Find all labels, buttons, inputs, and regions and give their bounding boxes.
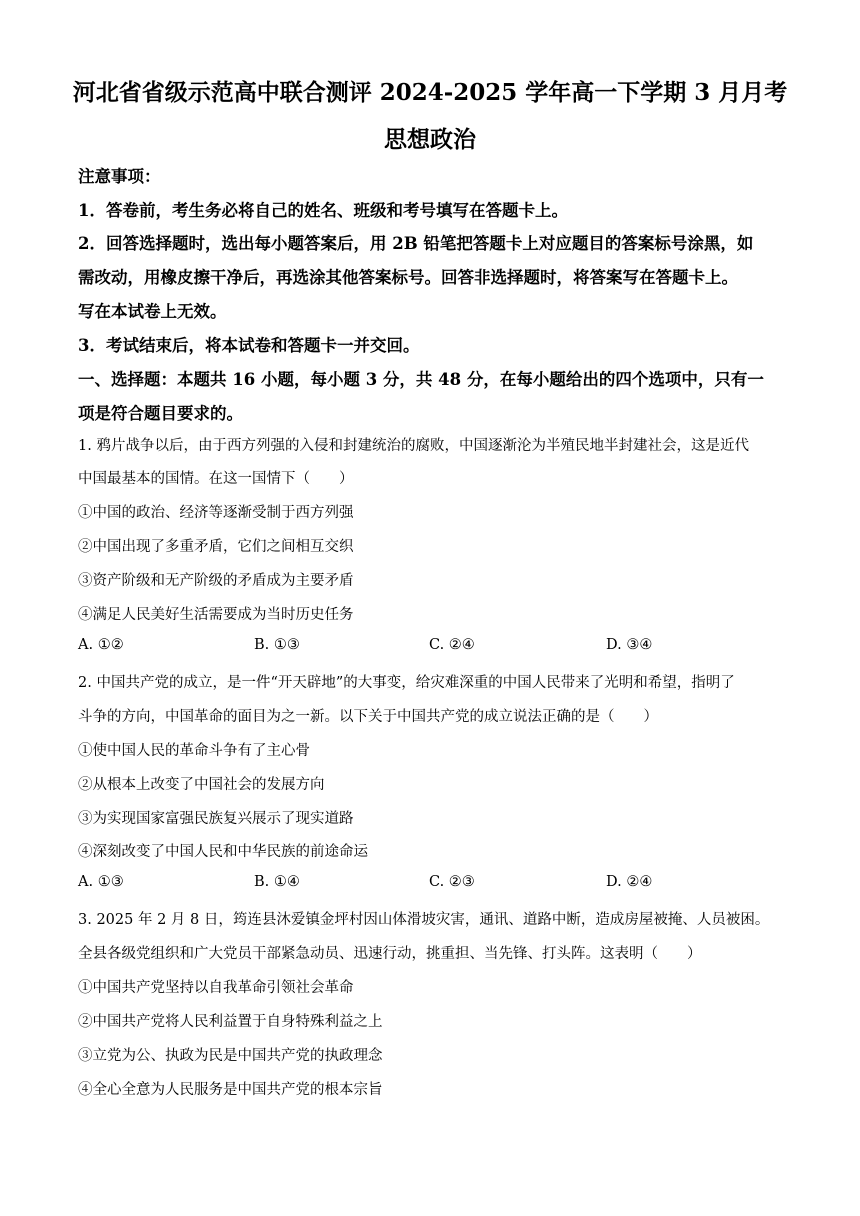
notice-item-2-line-3: 写在本试卷上无效。	[78, 302, 227, 321]
notice-item-1: 1．答卷前，考生务必将自己的姓名、班级和考号填写在答题卡上。	[78, 201, 568, 220]
question-1-stem-line-2: 中国最基本的国情。在这一国情下（ ）	[78, 471, 354, 487]
question-1-item-4: ④满足人民美好生活需要成为当时历史任务	[78, 607, 354, 623]
question-3-item-3: ③立党为公、执政为民是中国共产党的执政理念	[78, 1048, 383, 1064]
question-3-item-2: ②中国共产党将人民利益置于自身特殊利益之上	[78, 1014, 383, 1030]
question-2-item-2: ②从根本上改变了中国社会的发展方向	[78, 777, 325, 793]
question-1-item-1: ①中国的政治、经济等逐渐受制于西方列强	[78, 505, 354, 521]
question-3-stem-line-2: 全县各级党组织和广大党员干部紧急动员、迅速行动，挑重担、当先锋、打头阵。这表明（ ）	[78, 946, 702, 962]
question-1-option-b: B. ①③	[254, 637, 300, 653]
question-1-item-3: ③资产阶级和无产阶级的矛盾成为主要矛盾	[78, 573, 354, 589]
question-2-item-4: ④深刻改变了中国人民和中华民族的前途命运	[78, 844, 368, 860]
question-2-stem-line-1: 2. 中国共产党的成立，是一件“开天辟地”的大事变，给灾难深重的中国人民带来了光明和希望，指明了	[78, 675, 735, 691]
notice-item-3: 3．考试结束后，将本试卷和答题卡一并交回。	[78, 336, 420, 355]
question-2-option-a: A. ①③	[78, 874, 124, 890]
question-3-stem-line-1: 3. 2025 年 2 月 8 日，筠连县沐爱镇金坪村因山体滑坡灾害，通讯、道路中断，造成房屋被掩、人员被困。	[78, 912, 770, 928]
question-1-option-a: A. ①②	[78, 637, 124, 653]
section-heading-line-1: 一、选择题：本题共 16 小题，每小题 3 分，共 48 分，在每小题给出的四个选项中，只有一	[78, 370, 764, 389]
question-1-stem-line-1: 1. 鸦片战争以后，由于西方列强的入侵和封建统治的腐败，中国逐渐沦为半殖民地半封建社会，这是近代	[78, 438, 749, 454]
question-2-stem-line-2: 斗争的方向，中国革命的面目为之一新。以下关于中国共产党的成立说法正确的是（ ）	[78, 709, 658, 725]
question-1-option-d: D. ③④	[606, 637, 653, 653]
question-3-item-4: ④全心全意为人民服务是中国共产党的根本宗旨	[78, 1082, 383, 1098]
question-2-option-d: D. ②④	[606, 874, 653, 890]
question-2-item-3: ③为实现国家富强民族复兴展示了现实道路	[78, 811, 354, 827]
question-2-item-1: ①使中国人民的革命斗争有了主心骨	[78, 743, 310, 759]
notice-heading: 注意事项：	[78, 167, 161, 186]
section-heading-line-2: 项是符合题目要求的。	[78, 404, 243, 423]
question-1-item-2: ②中国出现了多重矛盾，它们之间相互交织	[78, 539, 354, 555]
notice-item-2-line-2: 需改动，用橡皮擦干净后，再选涂其他答案标号。回答非选择题时，将答案写在答题卡上。	[78, 268, 738, 287]
question-2-option-c: C. ②③	[429, 874, 475, 890]
exam-title: 河北省省级示范高中联合测评 2024-2025 学年高一下学期 3 月月考	[72, 79, 788, 106]
exam-subject: 思想政治	[384, 126, 476, 153]
question-2-option-b: B. ①④	[254, 874, 300, 890]
notice-item-2-line-1: 2．回答选择题时，选出每小题答案后，用 2B 铅笔把答题卡上对应题目的答案标号涂黑，如	[78, 234, 754, 253]
question-1-option-c: C. ②④	[429, 637, 475, 653]
question-3-item-1: ①中国共产党坚持以自我革命引领社会革命	[78, 980, 354, 996]
